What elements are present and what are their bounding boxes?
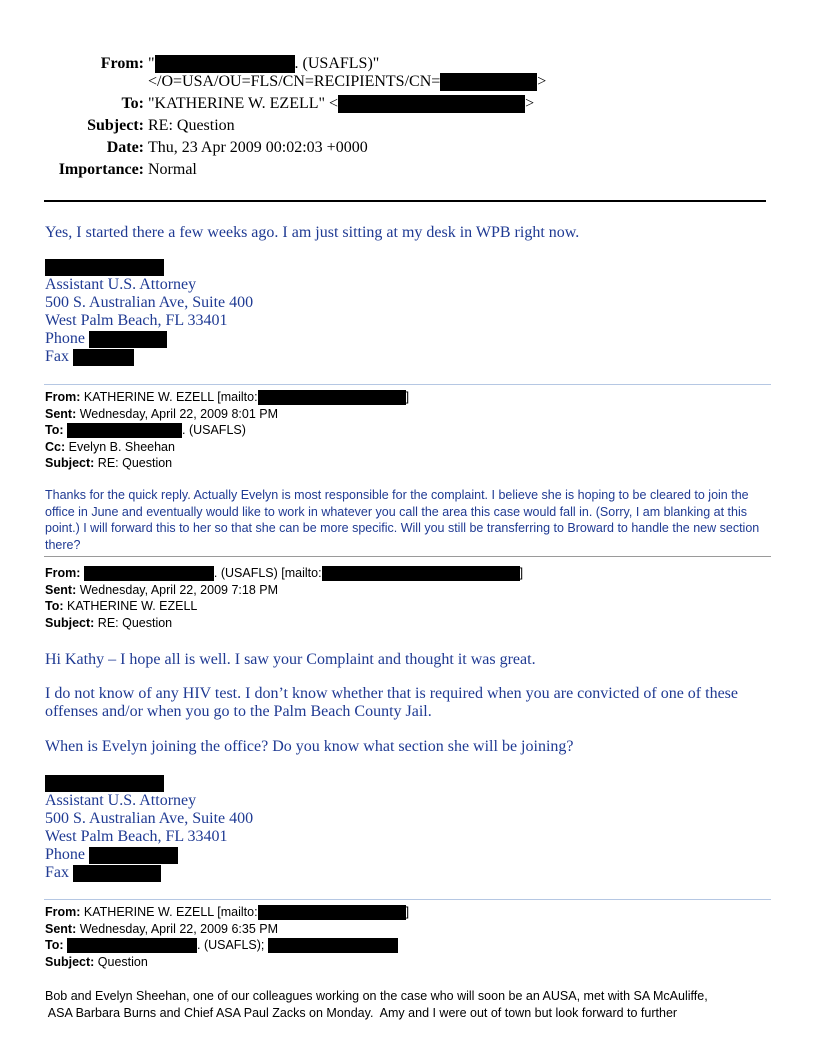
- to-value: "KATHERINE W. EZELL" < >: [148, 95, 535, 112]
- message4-body: [45, 988, 772, 1021]
- subject-value: RE: Question: [148, 117, 235, 134]
- signature-phone: Phone: [45, 846, 253, 864]
- redaction-box: [73, 865, 161, 882]
- redaction-box: [73, 349, 134, 366]
- redaction-box: [440, 73, 537, 91]
- redaction-box: [258, 390, 406, 405]
- signature-address1: 500 S. Australian Ave, Suite 400: [45, 294, 254, 311]
- signature-phone: Phone: [45, 330, 253, 348]
- message3-para1: Hi Kathy – I hope all is well. I saw your Complaint and thought it was great.: [45, 651, 536, 668]
- redaction-box: [89, 331, 167, 348]
- date-value: Thu, 23 Apr 2009 00:02:03 +0000: [148, 139, 368, 156]
- importance-label: Importance:: [58, 161, 144, 178]
- redaction-box: [322, 566, 520, 581]
- message4-body-line1: Bob and Evelyn Sheehan, one of our colleagues working on the case who will soon be an AUSA, met with SA McAuliffe,: [45, 989, 708, 1003]
- redaction-box: [45, 775, 164, 792]
- redaction-box: [268, 938, 398, 953]
- redaction-box: [89, 847, 178, 864]
- message2-header: From: KATHERINE W. EZELL [mailto: ] Sent: Wednesday, April 22, 2009 8:01 PM To: . (USAFLS) Cc: Evelyn B. Sheehan Subject: RE: Question: [45, 390, 410, 470]
- importance-value: Normal: [148, 161, 197, 178]
- from-value-line2: </O=USA/OU=FLS/CN=RECIPIENTS/CN= >: [148, 73, 547, 90]
- message3-para2-line2: offenses and/or when you go to the Palm Beach County Jail.: [45, 703, 432, 720]
- redaction-box: [84, 566, 214, 581]
- signature-fax: Fax: [45, 864, 253, 882]
- signature-title: Assistant U.S. Attorney: [45, 276, 197, 293]
- signature-fax: Fax: [45, 348, 253, 366]
- message3-para3: When is Evelyn joining the office? Do you know what section she will be joining?: [45, 738, 574, 755]
- message4-header: From: KATHERINE W. EZELL [mailto: ] Sent: Wednesday, April 22, 2009 6:35 PM To: . (USAFLS); Subject: Question: [45, 905, 410, 969]
- subject-label: Subject:: [87, 117, 144, 134]
- message-separator: [44, 384, 771, 385]
- message3-para2-line1: I do not know of any HIV test. I don’t know whether that is required when you are convicted of one of these: [45, 685, 739, 702]
- signature-address2: West Palm Beach, FL 33401: [45, 312, 228, 329]
- redaction-box: [67, 938, 197, 953]
- redaction-box: [258, 905, 406, 920]
- signature-block: [45, 258, 253, 366]
- redaction-box: [155, 55, 295, 73]
- date-label: Date:: [106, 139, 144, 156]
- signature-block: [45, 774, 253, 882]
- message2-body: Thanks for the quick reply. Actually Evelyn is most responsible for the complaint. I believe she is hoping to be cleared to join the office in June and eventually would like to work in whatever you call the area this case would fall in. (Sorry, I am blanking at this point.) I will forward this to her so that she can be more specific. Will you still be transferring to Broward to handle the new section there?: [45, 488, 760, 552]
- signature-address2: West Palm Beach, FL 33401: [45, 828, 228, 845]
- message1-body: Yes, I started there a few weeks ago. I am just sitting at my desk in WPB right now.: [45, 224, 580, 241]
- signature-title: Assistant U.S. Attorney: [45, 792, 197, 809]
- redaction-box: [45, 259, 164, 276]
- signature-address1: 500 S. Australian Ave, Suite 400: [45, 810, 254, 827]
- redaction-box: [67, 423, 182, 438]
- header-divider: [44, 200, 766, 202]
- message-separator: [44, 556, 771, 557]
- redaction-box: [338, 95, 525, 113]
- to-label: To:: [121, 95, 144, 112]
- from-label: From:: [100, 55, 144, 72]
- message4-body-line2: ASA Barbara Burns and Chief ASA Paul Zacks on Monday. Amy and I were out of town but look forward to further: [45, 1005, 678, 1020]
- message3-header: From: . (USAFLS) [mailto: ] Sent: Wednesday, April 22, 2009 7:18 PM To: KATHERINE W. EZELL Subject: RE: Question: [45, 566, 524, 630]
- message-separator: [44, 899, 771, 900]
- from-value-line1: " . (USAFLS)": [148, 55, 380, 72]
